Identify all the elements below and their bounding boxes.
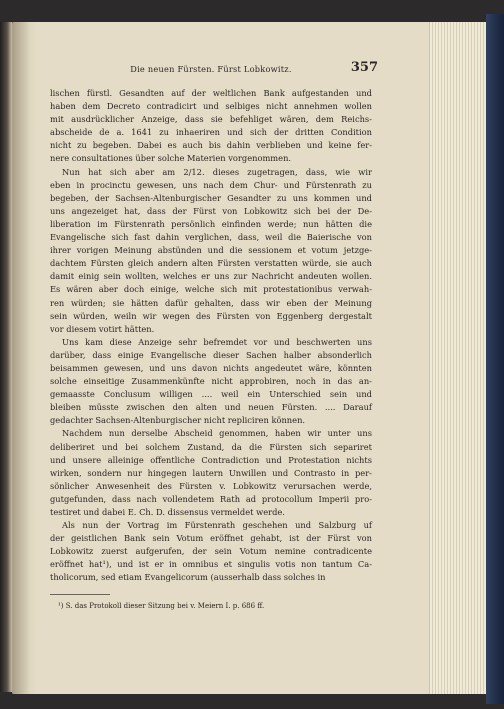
text-line: gedachter Sachsen-Altenburgischer nicht repliciren können.: [50, 415, 306, 426]
page-number: 357: [350, 60, 378, 75]
text-line: nicht zu begeben. Dabei es auch bis dahin verblieben und keine fer-: [50, 140, 372, 151]
text-line: solche einseitige Zusammenkünfte nicht approbiren, noch in das an-: [50, 376, 372, 387]
text-line: gemaasste Conclusum willigen .... weil ein Unterschied sein und: [50, 389, 372, 400]
text-line: und unsere alleinige offentliche Contradiction und Protestation nichts: [50, 454, 372, 465]
book-spine: [486, 14, 504, 704]
text-line: haben dem Decreto contradicirt und selbiges nicht annehmen wollen: [50, 101, 372, 112]
text-line: uns angezeiget hat, dass der Fürst von Lobkowitz sich bei der De-: [50, 205, 372, 216]
text-line: vor diesem votirt hätten.: [50, 323, 155, 334]
text-line: damit einig sein wollten, welches er uns zur Nachricht andeuten wollen.: [50, 271, 372, 282]
text-line: gutgefunden, dass nach vollendetem Rath ad protocollum Imperii pro-: [50, 493, 372, 504]
running-head-title: Die neuen Fürsten. Fürst Lobkowitz.: [130, 64, 292, 74]
gutter-shadow: [12, 22, 38, 694]
paragraph: [50, 166, 372, 336]
text-line: deliberiret und bei solchem Zustand, da die Fürsten sich separiret: [50, 441, 372, 452]
text-line: beisammen gewesen, und uns davon nichts angedeutet wäre, könnten: [50, 362, 372, 373]
page-text-area: [50, 60, 378, 611]
text-line: Uns kam diese Anzeige sehr befremdet vor und beschwerten uns: [62, 336, 372, 347]
body-text: [50, 87, 372, 585]
text-line: der geistlichen Bank sein Votum eröffnet gehabt, ist der Fürst von: [50, 533, 372, 544]
text-line: liberation im Fürstenrath persönlich einfinden werde; nun hätten die: [50, 218, 372, 229]
text-line: dachtem Fürsten gleich andern alten Fürsten verstatten würde, sie auch: [50, 258, 372, 269]
text-line: tholicorum, sed etiam Evangelicorum (ausserhalb dass solches in: [50, 572, 326, 583]
text-line: abscheide de a. 1641 zu inhaeriren und sich der dritten Condition: [50, 127, 372, 138]
text-line: ihrer vorigen Meinung abstünden und die sessionem et votum jetzge-: [50, 245, 372, 256]
text-line: wirken, sondern nur hingegen lautern Unwillen und Contrasto in per-: [50, 467, 372, 478]
paragraph: [50, 87, 372, 166]
text-line: sönlicher Anwesenheit des Fürsten v. Lobkowitz verursachen werde,: [50, 480, 372, 491]
text-line: eröffnet hat¹), und ist er in omnibus et singulis votis non tantum Ca-: [50, 559, 372, 570]
text-line: darüber, dass einige Evangelische dieser Sachen halber absonderlich: [50, 349, 372, 360]
paragraph: [50, 519, 372, 584]
text-line: bleiben müsste zwischen den alten und neuen Fürsten. .... Darauf: [50, 402, 372, 413]
text-line: mit ausdrücklicher Anzeige, dass sie befehliget wären, dem Reichs-: [50, 114, 372, 125]
text-line: Es wären aber doch einige, welche sich mit protestationibus verwah-: [50, 284, 372, 295]
text-line: Lobkowitz zuerst aufgerufen, der sein Votum nemine contradicente: [50, 546, 372, 557]
page-edges: [429, 22, 486, 694]
text-line: testiret und dabei E. Ch. D. dissensus vermeldet werde.: [50, 507, 285, 517]
footnote-rule: [50, 594, 110, 595]
footnote: ¹) S. das Protokoll dieser Sitzung bei v. Meiern I. p. 686 ff.: [58, 601, 265, 610]
book-cover-edge: [0, 22, 12, 692]
text-line: sein würden, weiln wir wegen des Fürsten von Eggenberg dergestalt: [50, 310, 372, 321]
text-line: eben in procinctu gewesen, uns nach dem Chur- und Fürstenrath zu: [50, 179, 372, 190]
paragraph: [50, 427, 372, 519]
text-line: Als nun der Vortrag im Fürstenrath geschehen und Salzburg uf: [62, 520, 372, 531]
text-line: lischen fürstl. Gesandten auf der weltlichen Bank aufgestanden und: [50, 88, 372, 98]
text-line: ren würden; sie hätten dafür gehalten, dass wir eben der Meinung: [50, 297, 372, 308]
text-line: begeben, der Sachsen-Altenburgischer Gesandter zu uns kommen und: [50, 192, 372, 203]
text-line: Nun hat sich aber am 2/12. dieses zugetragen, dass, wie wir: [62, 166, 372, 177]
paragraph: [50, 336, 372, 428]
text-line: Nachdem nun derselbe Abscheid genommen, haben wir unter uns: [62, 428, 372, 439]
running-head: [50, 60, 378, 78]
text-line: nere consultationes über solche Materien vorgenommen.: [50, 153, 292, 164]
text-line: Evangelische sich fast dahin verglichen, dass, weil die Baierische von: [50, 232, 372, 243]
